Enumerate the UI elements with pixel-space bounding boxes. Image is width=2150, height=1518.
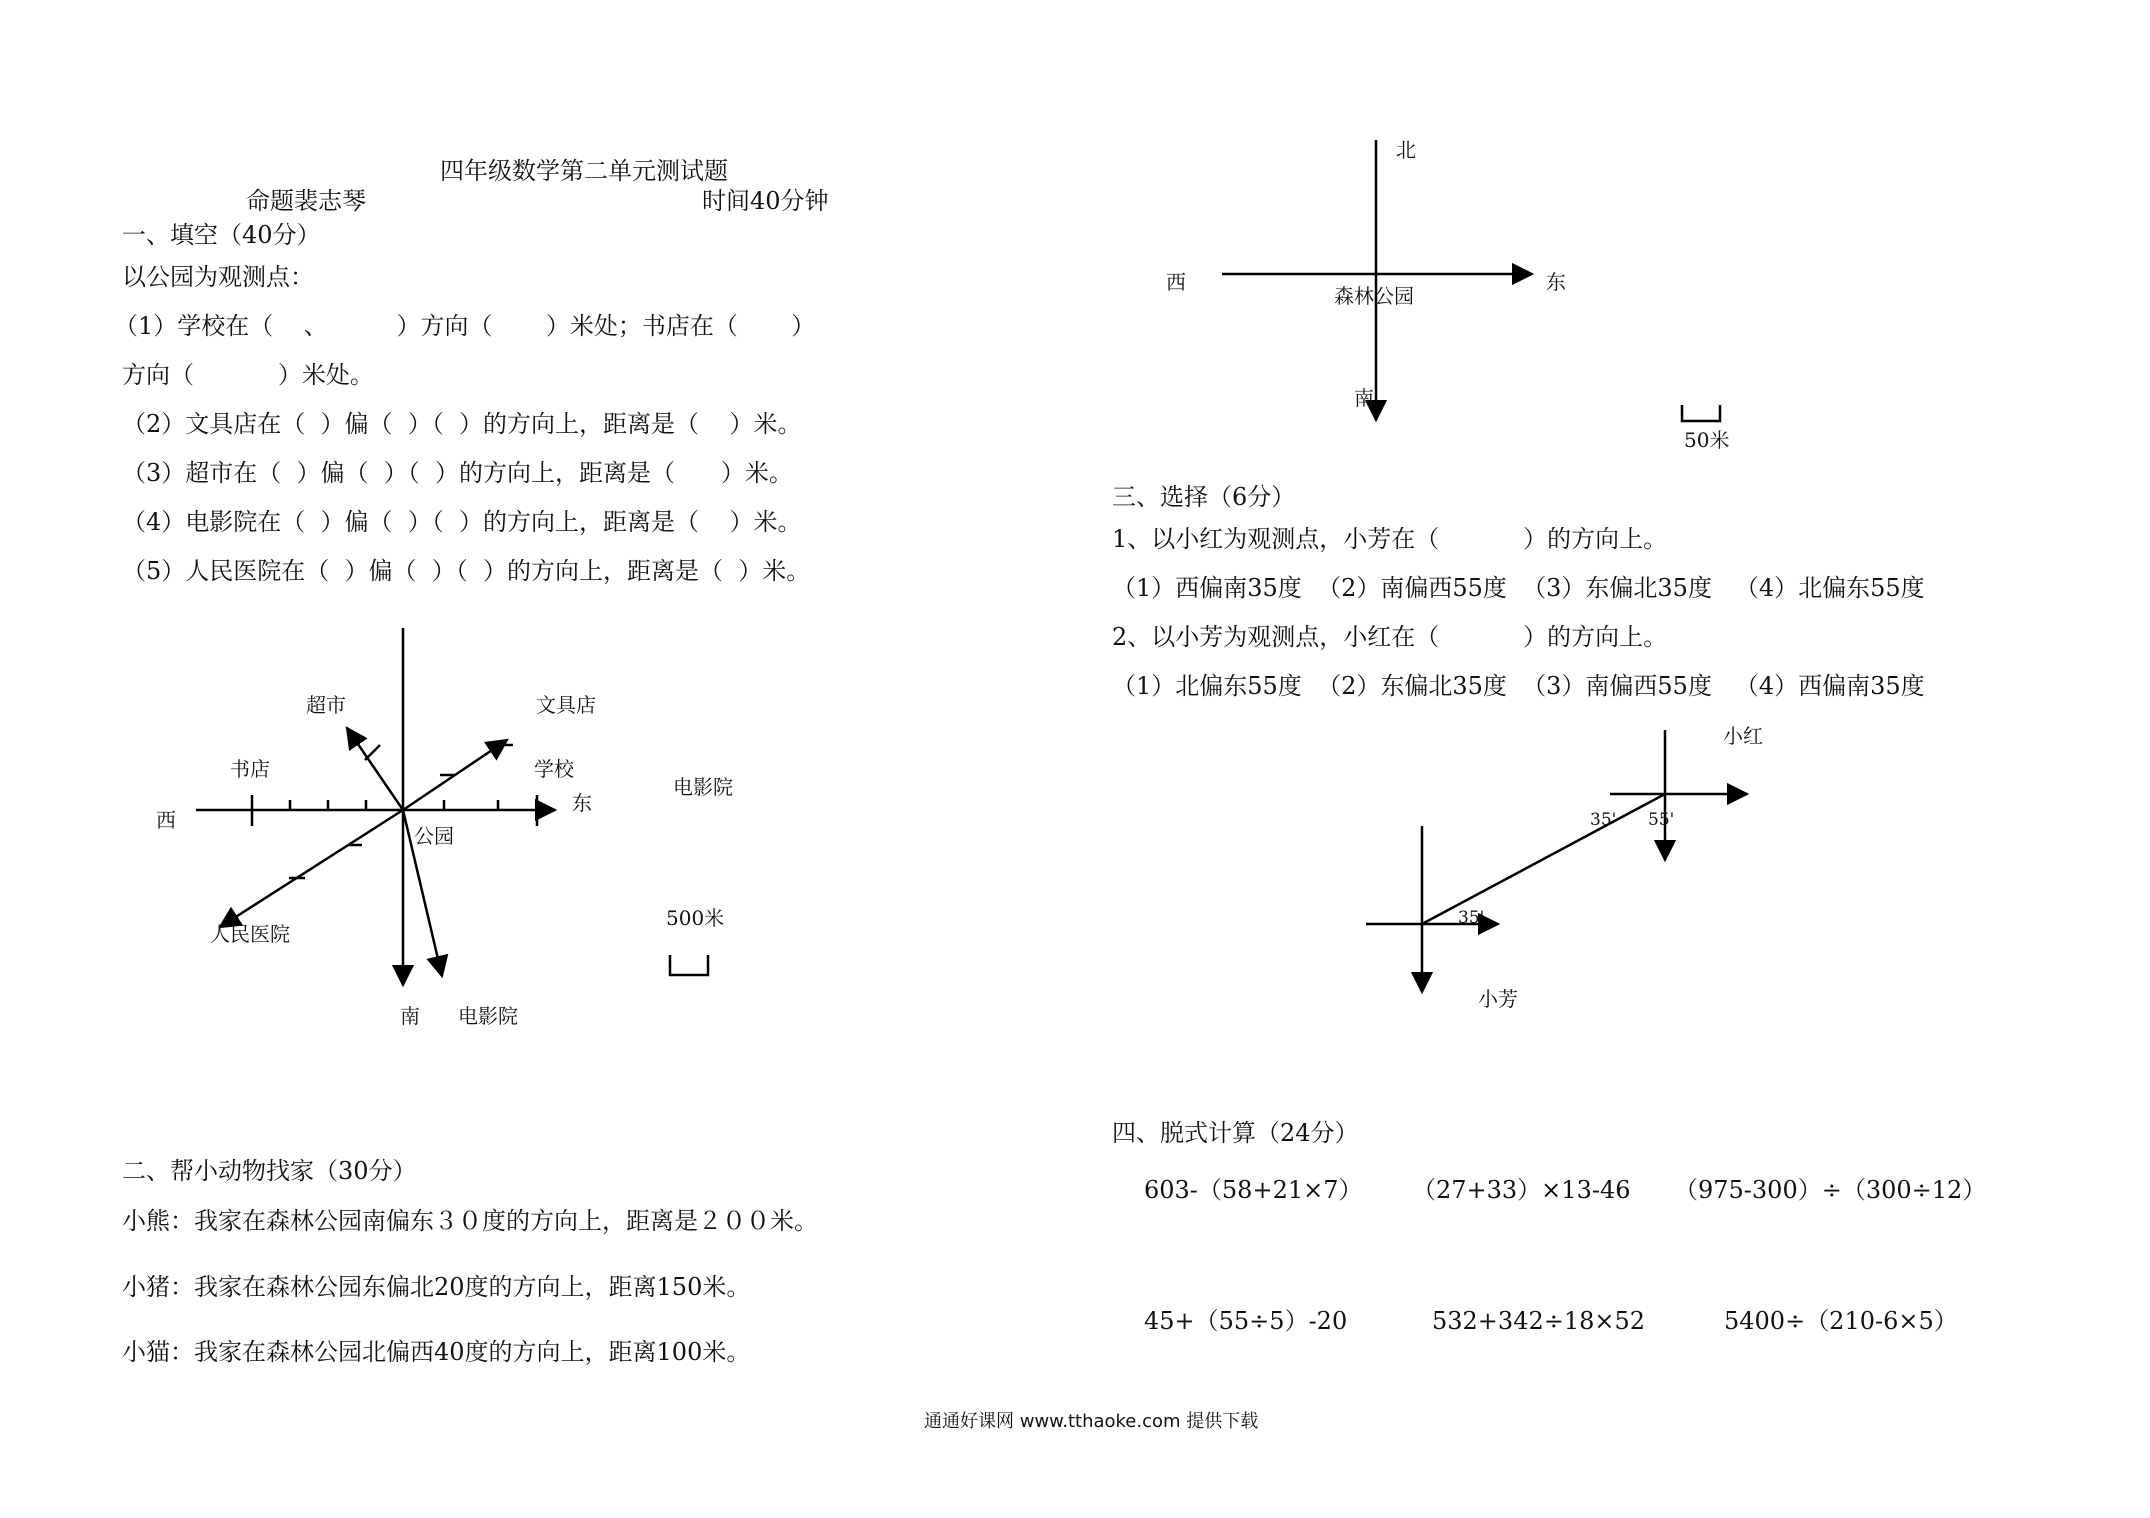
d2-east-label: 东 (1546, 270, 1566, 294)
d1-supermarket-label: 超市 (306, 693, 346, 717)
question-1-line2: 方向（ ）米处。 (122, 361, 374, 389)
d3-connecting-line (1422, 794, 1665, 924)
choice-question-2-options: （1）北偏东55度 （2）东偏北35度 （3）南偏西55度 （4）西偏南35度 (1112, 672, 1925, 700)
d1-scale-bracket (670, 955, 708, 975)
page-title: 四年级数学第二单元测试题 (440, 157, 728, 185)
d3-angle-35-fang: 35' (1458, 908, 1485, 928)
choice-question-1: 1、以小红为观测点，小芳在（ ）的方向上。 (1112, 525, 1668, 553)
expression-6: 5400÷（210-6×5） (1724, 1307, 1958, 1335)
d2-scale-bracket (1682, 405, 1720, 421)
section4-heading: 四、脱式计算（24分） (1112, 1119, 1359, 1147)
author: 命题裴志琴 (246, 187, 366, 215)
question-2: （2）文具店在（ ）偏（ ）（ ）的方向上，距离是（ ）米。 (122, 410, 802, 438)
d1-west-label: 西 (156, 808, 176, 832)
expression-1: 603-（58+21×7） (1144, 1176, 1363, 1204)
cat-clue: 小猫：我家在森林公园北偏西40度的方向上，距离100米。 (122, 1338, 751, 1366)
section2-heading: 二、帮小动物找家（30分） (122, 1157, 417, 1185)
d2-south-label: 南 (1354, 386, 1374, 410)
d1-supermarket-line (347, 728, 403, 810)
d1-cinema-label: 电影院 (673, 775, 733, 799)
time-limit: 时间40分钟 (702, 187, 829, 215)
section1-intro: 以公园为观测点： (122, 263, 314, 291)
bear-clue: 小熊：我家在森林公园南偏东３０度的方向上，距离是２００米。 (122, 1207, 818, 1235)
d1-hospital-label: 人民医院 (210, 922, 290, 946)
d1-school-label: 学校 (534, 757, 574, 781)
d3-xiaohong-label: 小红 (1723, 724, 1763, 748)
d3-xiaofang-label: 小芳 (1478, 987, 1518, 1011)
question-5: （5）人民医院在（ ）偏（ ）（ ）的方向上，距离是（ ）米。 (122, 557, 811, 585)
d2-scale-label: 50米 (1684, 428, 1730, 452)
d1-east-label: 东 (572, 791, 592, 815)
section3-heading: 三、选择（6分） (1112, 483, 1296, 511)
footer-credit: 通通好课网 www.tthaoke.com 提供下载 (924, 1411, 1259, 1432)
expression-3: （975-300）÷（300÷12） (1674, 1176, 1987, 1204)
pig-clue: 小猪：我家在森林公园东偏北20度的方向上，距离150米。 (122, 1273, 751, 1301)
choice-question-1-options: （1）西偏南35度 （2）南偏西55度 （3）东偏北35度 （4）北偏东55度 (1112, 574, 1925, 602)
expression-5: 532+342÷18×52 (1432, 1307, 1646, 1335)
d2-west-label: 西 (1166, 270, 1186, 294)
choice-question-2: 2、以小芳为观测点，小红在（ ）的方向上。 (1112, 623, 1668, 651)
question-3: （3）超市在（ ）偏（ ）（ ）的方向上，距离是（ ）米。 (122, 459, 793, 487)
expression-2: （27+33）×13-46 (1412, 1176, 1631, 1204)
d1-cinema-south-label: 电影院 (458, 1004, 518, 1028)
d3-angle-35-hong: 35' (1590, 810, 1617, 830)
d1-hospital-line (220, 810, 403, 927)
d3-angle-55-hong: 55' (1648, 810, 1675, 830)
d1-south-label: 南 (400, 1004, 420, 1028)
d1-bookstore-label: 书店 (230, 757, 270, 781)
d1-scale-label: 500米 (666, 906, 725, 930)
section1-heading: 一、填空（40分） (122, 221, 321, 249)
d1-stationery-label: 文具店 (536, 693, 596, 717)
d2-north-label: 北 (1396, 138, 1416, 162)
question-1-line1: （1）学校在（ 、 ）方向（ ）米处；书店在（ ） (114, 312, 816, 340)
question-4: （4）电影院在（ ）偏（ ）（ ）的方向上，距离是（ ）米。 (122, 508, 802, 536)
d2-park-label: 森林公园 (1334, 284, 1414, 308)
expression-4: 45+（55÷5）-20 (1144, 1307, 1348, 1335)
d1-park-label: 公园 (414, 824, 454, 848)
